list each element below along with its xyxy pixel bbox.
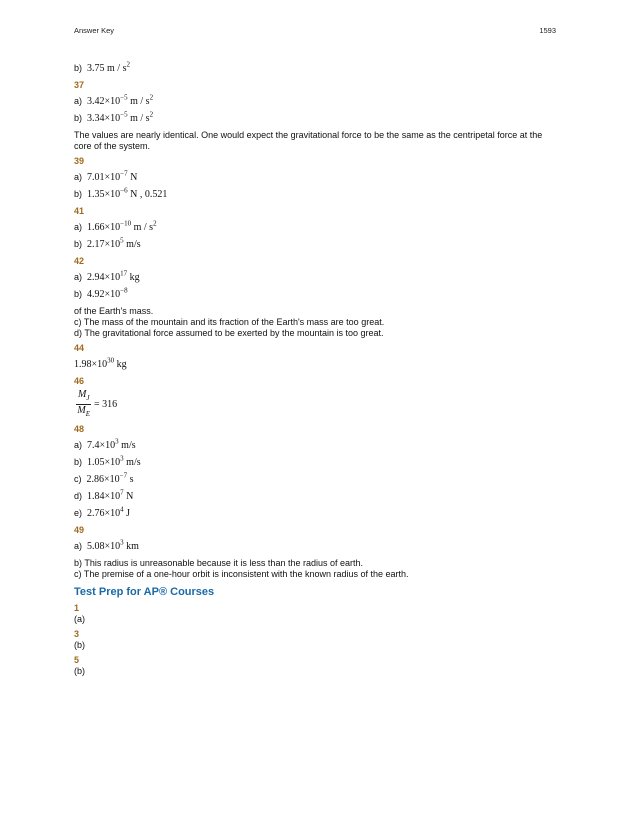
running-header-title: Answer Key (74, 26, 115, 35)
answer-value (87, 269, 140, 283)
answer-math-b36 (74, 60, 556, 74)
answer-value (86, 471, 134, 485)
unit-exponent: 2 (149, 110, 154, 119)
answer-math-b42 (74, 286, 556, 300)
answer-value (87, 110, 154, 124)
value-unit: N (127, 172, 138, 183)
answer-math-b48 (74, 454, 556, 468)
value-unit: m / s (131, 222, 154, 233)
answer-value (87, 505, 131, 519)
answer-text: (b) (74, 666, 85, 676)
value-base: 3.34×10 (87, 113, 121, 124)
fraction-numerator (76, 389, 91, 405)
answer-text: c) The mass of the mountain and its fraction of the Earth's mass are too great. (74, 317, 385, 327)
value-base: 1.98×10 (74, 359, 108, 370)
problem-number: 39 (74, 156, 85, 166)
answer-label: b) (74, 113, 83, 123)
answer-value (87, 437, 136, 451)
value-unit: m / s (104, 63, 127, 74)
value-base: 1.35×10 (87, 189, 121, 200)
value-unit: N (123, 491, 134, 502)
value-unit: m/s (118, 440, 136, 451)
value-exponent: −7 (120, 169, 128, 178)
value-exponent: 3 (120, 454, 124, 463)
equation-rhs: = 316 (91, 399, 118, 410)
problem-number: 44 (74, 343, 85, 353)
value-exponent: 4 (120, 505, 124, 514)
value-exponent: −6 (120, 186, 128, 195)
answer-label: a) (74, 96, 83, 106)
value-exponent: 3 (115, 437, 119, 446)
mass-ratio-equation (76, 389, 556, 420)
answer-label: a) (74, 172, 83, 182)
value-base: 7.4×10 (87, 440, 116, 451)
answer-value (87, 236, 141, 250)
problem-number: 5 (74, 655, 80, 665)
problem-number: 46 (74, 376, 85, 386)
value-base: 1.05×10 (87, 457, 121, 468)
answer-label: a) (74, 541, 83, 551)
answer-math-b37 (74, 110, 556, 124)
fraction (76, 389, 91, 420)
denominator-symbol: M (77, 405, 86, 416)
answer-math-b41 (74, 236, 556, 250)
value-unit: km (123, 541, 139, 552)
value-unit: s (127, 474, 134, 485)
answer-text: (a) (74, 614, 85, 624)
answer-label: a) (74, 440, 83, 450)
answer-math-a37 (74, 93, 556, 107)
problem-number: 41 (74, 206, 85, 216)
value-exponent: 5 (120, 236, 124, 245)
answer-value (87, 169, 138, 183)
value-base: 7.01×10 (87, 172, 121, 183)
value-exponent: 17 (120, 269, 128, 278)
value-exponent: −8 (120, 286, 128, 295)
answer-text: d) The gravitational force assumed to be exerted by the mountain is too great. (74, 328, 384, 338)
value-exponent: −5 (120, 93, 128, 102)
answer-math-c48 (74, 471, 556, 485)
answer-value (87, 454, 141, 468)
value-base: 2.86×10 (86, 474, 120, 485)
answer-text: The values are nearly identical. One would expect the gravitational force to be the same as the centripetal force at the core of the system. (74, 130, 543, 151)
value-exponent: −7 (119, 471, 128, 480)
answer-value (87, 538, 139, 552)
answer-value (87, 488, 134, 502)
unit-exponent: 2 (153, 219, 157, 228)
answer-text: c) The premise of a one-hour orbit is inconsistent with the known radius of the earth. (74, 569, 409, 579)
problem-number: 37 (74, 80, 85, 90)
problem-number: 42 (74, 256, 85, 266)
answer-value (87, 219, 157, 233)
answer-label: d) (74, 491, 83, 501)
problem-number: 3 (74, 629, 80, 639)
value-base: 2.94×10 (87, 272, 121, 283)
value-base: 3.75 (87, 63, 105, 74)
answer-math-a41 (74, 219, 556, 233)
value-unit: m/s (123, 239, 141, 250)
value-unit: m / s (127, 96, 150, 107)
fraction-denominator (76, 405, 91, 420)
answer-label: b) (74, 189, 83, 199)
value-base: 4.92×10 (87, 289, 121, 300)
answer-value (87, 60, 130, 74)
value-unit: kg (114, 359, 127, 370)
answer-text: of the Earth's mass. (74, 306, 154, 316)
value-base: 2.17×10 (87, 239, 121, 250)
answer-text: b) This radius is unreasonable because it is less than the radius of earth. (74, 558, 363, 568)
answer-math-a44 (74, 356, 556, 370)
value-unit: J (123, 508, 131, 519)
value-unit: N , 0.521 (127, 189, 168, 200)
answer-math-a48 (74, 437, 556, 451)
answer-value (74, 356, 127, 370)
value-base: 3.42×10 (87, 96, 121, 107)
answer-math-a42 (74, 269, 556, 283)
value-exponent: 3 (120, 538, 124, 547)
answer-label: b) (74, 289, 83, 299)
value-base: 1.84×10 (87, 491, 121, 502)
problem-number: 49 (74, 525, 85, 535)
numerator-symbol: M (78, 389, 87, 400)
answer-value (87, 286, 128, 300)
value-unit: kg (127, 272, 140, 283)
problem-number: 48 (74, 424, 85, 434)
answer-math-b39 (74, 186, 556, 200)
answer-value (87, 93, 154, 107)
answer-math-d48 (74, 488, 556, 502)
answer-label: b) (74, 457, 83, 467)
value-base: 2.76×10 (87, 508, 121, 519)
value-exponent: −5 (120, 110, 128, 119)
answer-math-a39 (74, 169, 556, 183)
denominator-subscript: E (85, 410, 91, 418)
answer-label: e) (74, 508, 83, 518)
answer-label: a) (74, 222, 83, 232)
answer-label: c) (74, 474, 82, 484)
value-base: 1.66×10 (87, 222, 121, 233)
value-base: 5.08×10 (87, 541, 121, 552)
answer-value (87, 186, 168, 200)
numerator-subscript: J (86, 394, 90, 402)
page-number: 1593 (539, 26, 556, 35)
answer-label: b) (74, 63, 83, 73)
answer-key-content (74, 58, 556, 677)
answer-label: a) (74, 272, 83, 282)
answer-math-e48 (74, 505, 556, 519)
section-heading: Test Prep for AP® Courses (74, 586, 215, 598)
value-exponent: 7 (120, 488, 124, 497)
unit-exponent: 2 (149, 93, 154, 102)
answer-label: b) (74, 239, 83, 249)
unit-exponent: 2 (126, 60, 130, 69)
problem-number: 1 (74, 603, 80, 613)
answer-text: (b) (74, 640, 85, 650)
value-unit: m / s (127, 113, 150, 124)
value-exponent: 30 (107, 356, 115, 365)
value-exponent: −10 (120, 219, 132, 228)
answer-math-a49 (74, 538, 556, 552)
value-unit: m/s (123, 457, 141, 468)
